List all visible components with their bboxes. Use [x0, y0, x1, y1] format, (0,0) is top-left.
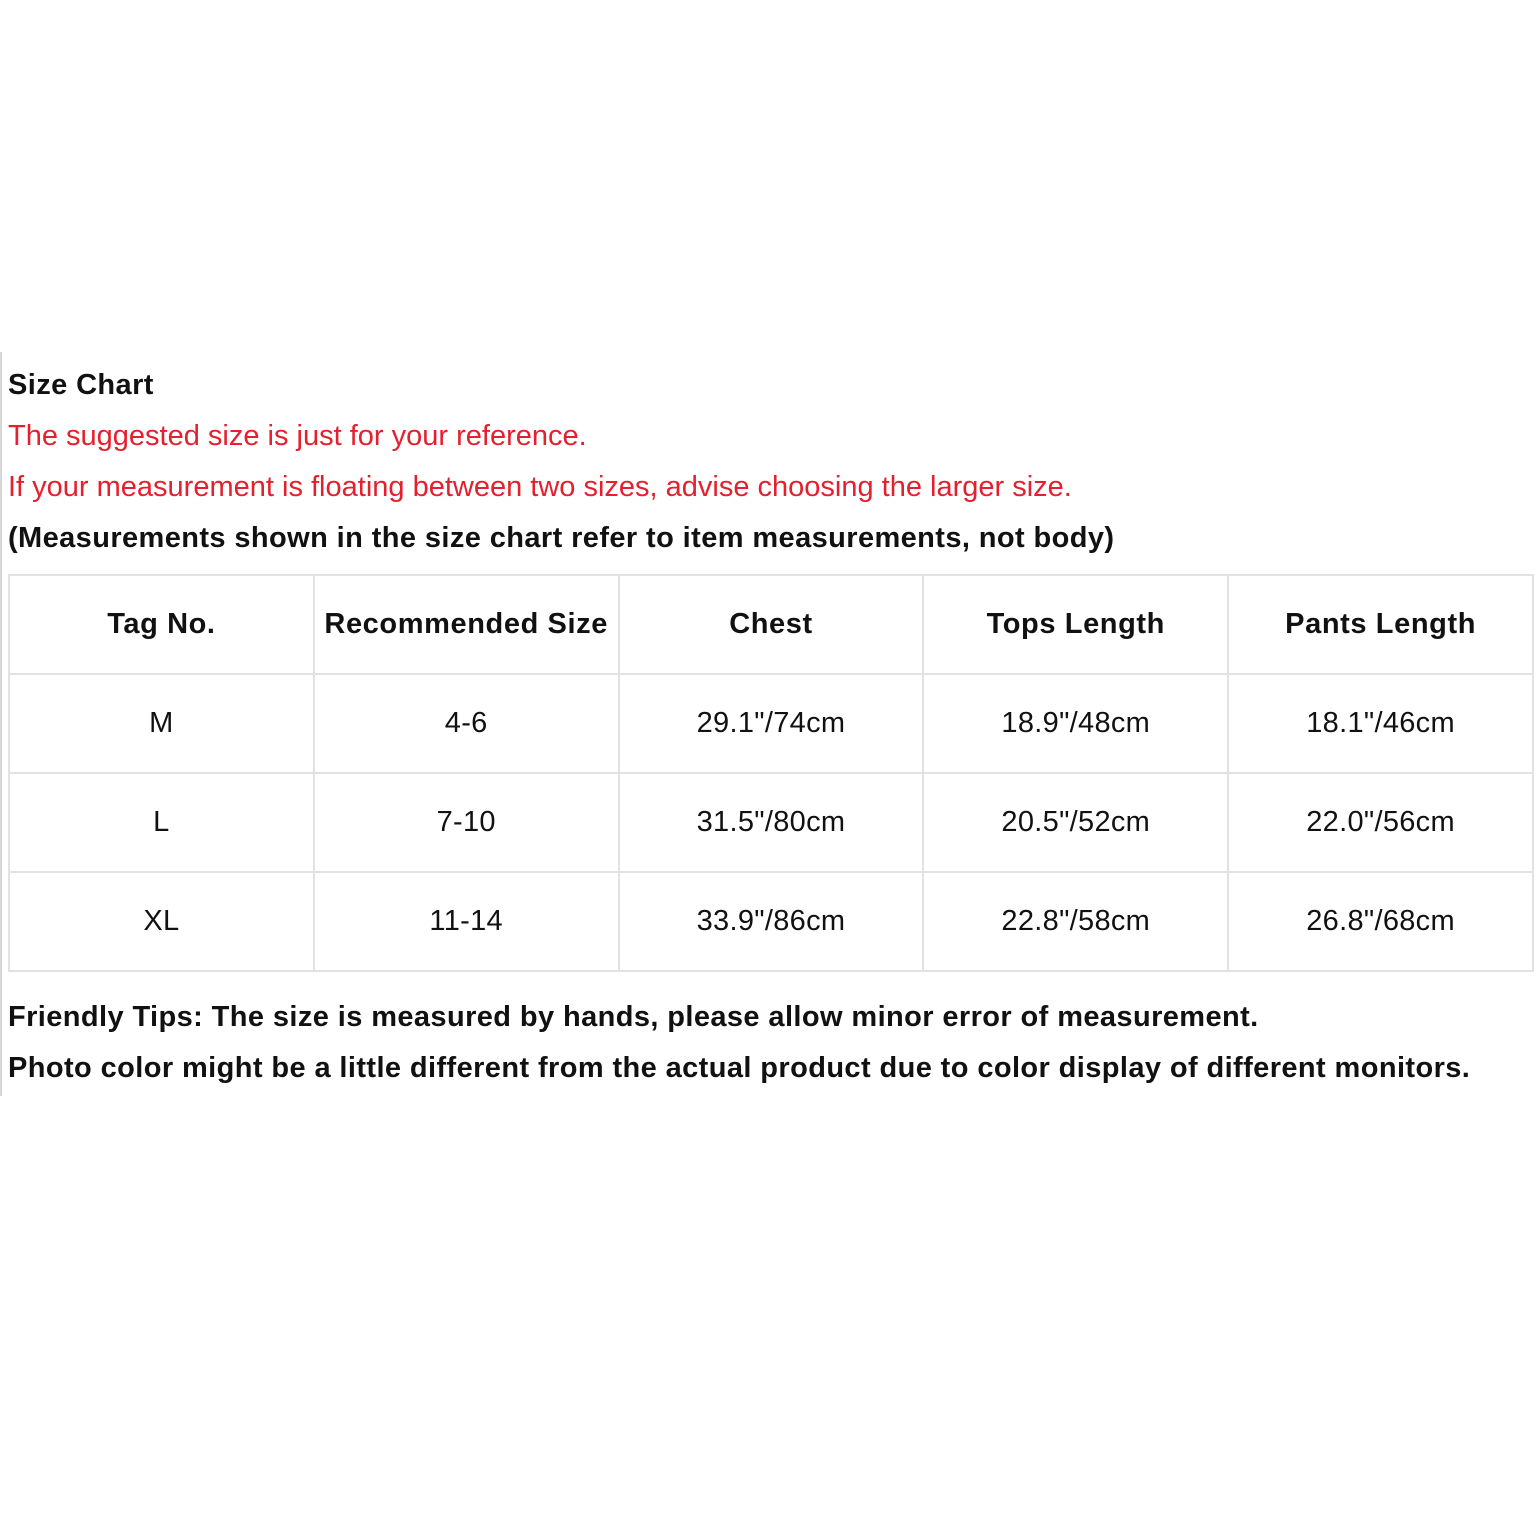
table-header-row [9, 575, 1533, 674]
table-row [9, 872, 1533, 971]
cell-pants-length: 22.0"/56cm [1228, 773, 1533, 872]
friendly-tips [8, 992, 1534, 1094]
cell-recommended-size: 11-14 [314, 872, 619, 971]
size-chart-section [8, 360, 1534, 1094]
cell-tag-no: M [9, 674, 314, 773]
tip-photo-color: Photo color might be a little different from the actual product due to color display of different monitors. [8, 1052, 1471, 1084]
cell-tag-no: L [9, 773, 314, 872]
cell-pants-length: 18.1"/46cm [1228, 674, 1533, 773]
header-tops-length: Tops Length [923, 575, 1228, 674]
cell-tops-length: 18.9"/48cm [923, 674, 1228, 773]
cell-tops-length: 22.8"/58cm [923, 872, 1228, 971]
reference-note: The suggested size is just for your reference. [8, 420, 587, 452]
size-table [8, 574, 1534, 972]
cell-tag-no: XL [9, 872, 314, 971]
cell-recommended-size: 7-10 [314, 773, 619, 872]
cell-recommended-size: 4-6 [314, 674, 619, 773]
cell-tops-length: 20.5"/52cm [923, 773, 1228, 872]
cell-chest: 33.9"/86cm [619, 872, 924, 971]
table-row [9, 773, 1533, 872]
cell-pants-length: 26.8"/68cm [1228, 872, 1533, 971]
measurement-disclaimer: (Measurements shown in the size chart refer to item measurements, not body) [8, 522, 1115, 554]
cell-chest: 31.5"/80cm [619, 773, 924, 872]
cell-chest: 29.1"/74cm [619, 674, 924, 773]
tip-measurement-error: Friendly Tips: The size is measured by hands, please allow minor error of measurement. [8, 1001, 1259, 1033]
header-tag-no: Tag No. [9, 575, 314, 674]
sizing-advice-note: If your measurement is floating between two sizes, advise choosing the larger size. [8, 471, 1072, 503]
table-row [9, 674, 1533, 773]
header-recommended-size: Recommended Size [314, 575, 619, 674]
left-divider [0, 352, 2, 1096]
header-pants-length: Pants Length [1228, 575, 1533, 674]
header-chest: Chest [619, 575, 924, 674]
page-title: Size Chart [8, 369, 154, 401]
